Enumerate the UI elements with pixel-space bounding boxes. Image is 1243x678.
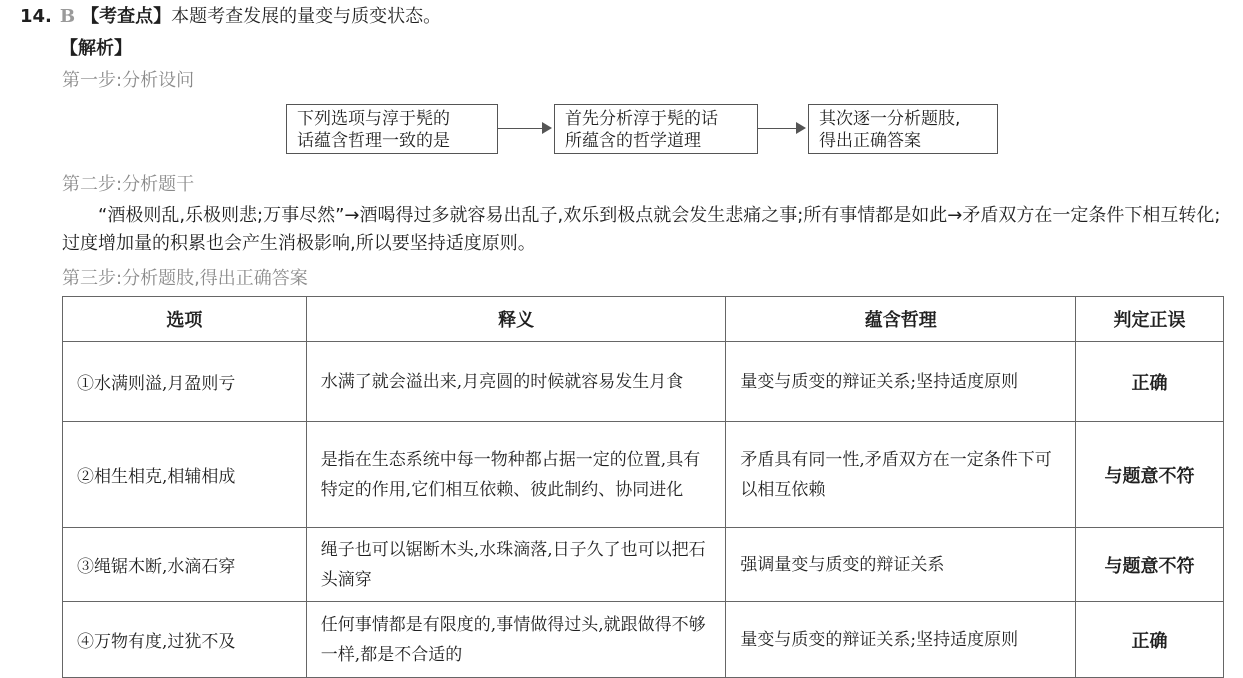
table-row bbox=[63, 342, 1224, 422]
row-meaning: 是指在生态系统中每一物种都占据一定的位置,具有特定的作用,它们相互依赖、彼此制约、协同进化 bbox=[306, 422, 726, 528]
flow-box-1-line2: 话蕴含哲理一致的是 bbox=[297, 131, 450, 151]
flow-box-3-line1: 其次逐一分析题肢, bbox=[819, 109, 961, 129]
row-meaning: 任何事情都是有限度的,事情做得过头,就跟做得不够一样,都是不合适的 bbox=[306, 602, 726, 678]
row-option: ③绳锯木断,水滴石穿 bbox=[63, 528, 307, 602]
row-philosophy: 量变与质变的辩证关系;坚持适度原则 bbox=[726, 342, 1076, 422]
flow-box-1 bbox=[286, 104, 498, 154]
row-option: ②相生相克,相辅相成 bbox=[63, 422, 307, 528]
row-judgment: 正确 bbox=[1076, 602, 1224, 678]
row-meaning: 绳子也可以锯断木头,水珠滴落,日子久了也可以把石头滴穿 bbox=[306, 528, 726, 602]
row-philosophy: 量变与质变的辩证关系;坚持适度原则 bbox=[726, 602, 1076, 678]
question-number: 14. bbox=[20, 6, 52, 27]
flow-arrow-2-head bbox=[796, 122, 806, 134]
flow-arrow-2 bbox=[758, 128, 796, 129]
flow-box-3-line2: 得出正确答案 bbox=[819, 131, 921, 151]
answer-letter: B bbox=[59, 6, 76, 27]
table-row bbox=[63, 602, 1224, 678]
table-row bbox=[63, 422, 1224, 528]
exam-point-text: 本题考查发展的量变与质变状态。 bbox=[171, 6, 442, 27]
step2-title: 第二步:分析题干 bbox=[62, 174, 195, 195]
header-meaning: 释义 bbox=[306, 297, 726, 342]
row-philosophy: 矛盾具有同一性,矛盾双方在一定条件下可以相互依赖 bbox=[726, 422, 1076, 528]
question-header bbox=[20, 4, 441, 30]
header-philosophy: 蕴含哲理 bbox=[726, 297, 1076, 342]
row-option: ④万物有度,过犹不及 bbox=[63, 602, 307, 678]
row-option: ①水满则溢,月盈则亏 bbox=[63, 342, 307, 422]
step1-title: 第一步:分析设问 bbox=[62, 70, 195, 91]
table-header-row bbox=[63, 297, 1224, 342]
step3-title: 第三步:分析题肢,得出正确答案 bbox=[62, 268, 308, 289]
flow-box-1-line1: 下列选项与淳于髡的 bbox=[297, 109, 450, 129]
flow-box-2 bbox=[554, 104, 758, 154]
row-judgment: 与题意不符 bbox=[1076, 528, 1224, 602]
header-judgment: 判定正误 bbox=[1076, 297, 1224, 342]
row-meaning: 水满了就会溢出来,月亮圆的时候就容易发生月食 bbox=[306, 342, 726, 422]
analysis-label: 【解析】 bbox=[60, 38, 132, 59]
row-judgment: 与题意不符 bbox=[1076, 422, 1224, 528]
flow-arrow-1 bbox=[498, 128, 542, 129]
exam-point-label: 【考查点】 bbox=[81, 6, 172, 27]
row-philosophy: 强调量变与质变的辩证关系 bbox=[726, 528, 1076, 602]
header-option: 选项 bbox=[63, 297, 307, 342]
flow-box-2-line2: 所蕴含的哲学道理 bbox=[565, 131, 701, 151]
flow-box-3 bbox=[808, 104, 998, 154]
flow-arrow-1-head bbox=[542, 122, 552, 134]
table-row bbox=[63, 528, 1224, 602]
analysis-table bbox=[62, 296, 1224, 678]
flow-box-2-line1: 首先分析淳于髡的话 bbox=[565, 109, 718, 129]
step2-paragraph: “酒极则乱,乐极则悲;万事尽然”→酒喝得过多就容易出乱子,欢乐到极点就会发生悲痛之事;所有事情都是如此→矛盾双方在一定条件下相互转化;过度增加量的积累也会产生消极影响,所以要坚持适度原则。 bbox=[62, 205, 1221, 254]
row-judgment: 正确 bbox=[1076, 342, 1224, 422]
